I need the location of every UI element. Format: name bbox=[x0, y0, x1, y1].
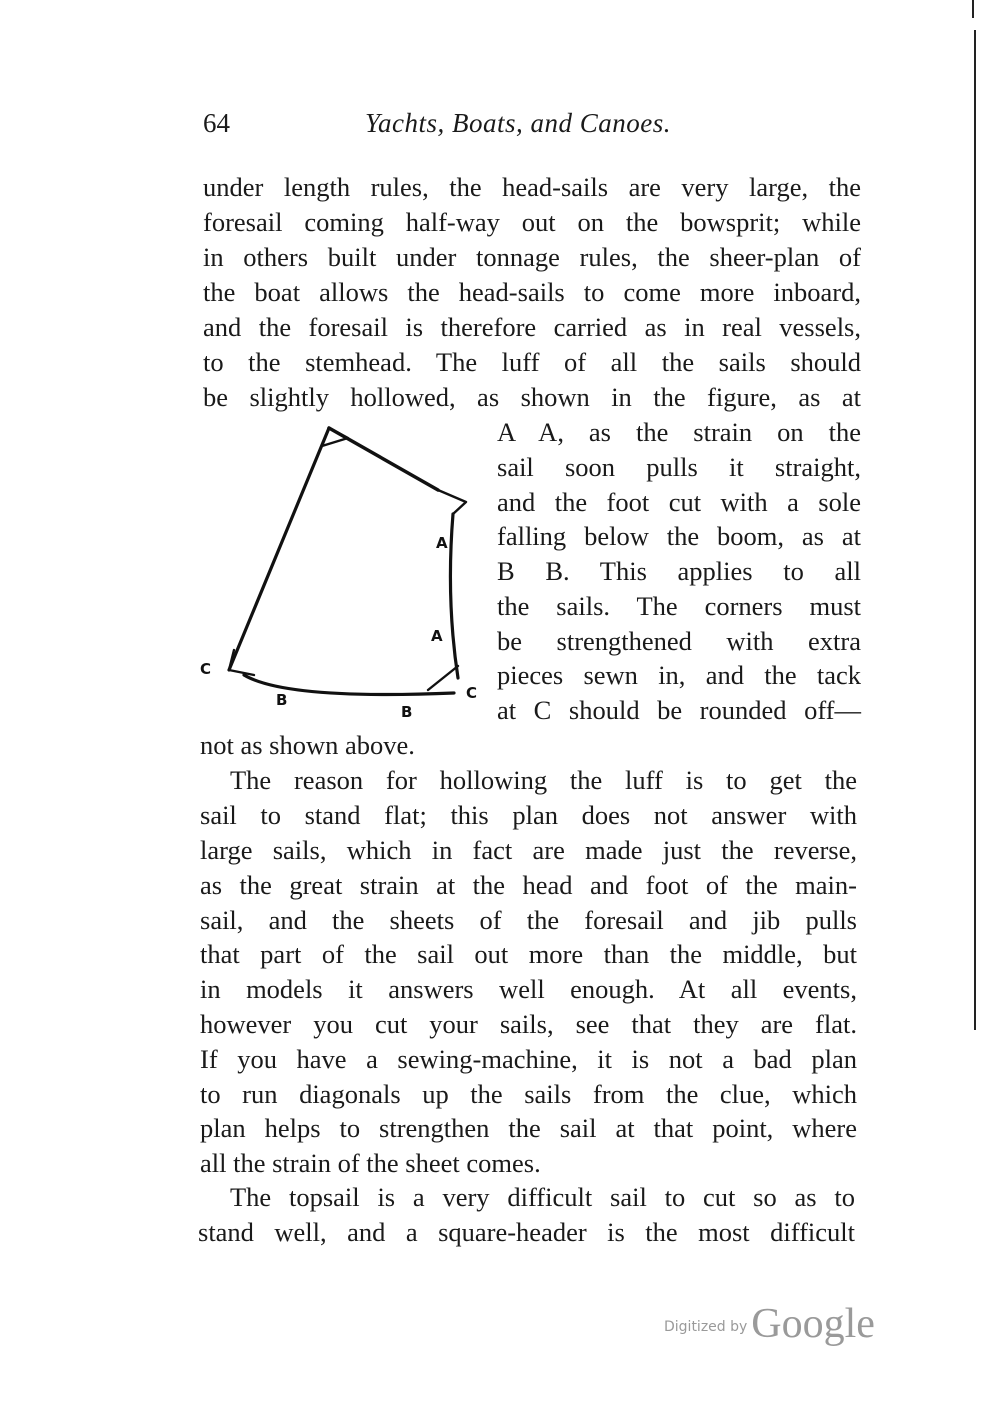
text-line: at C should be rounded off— bbox=[497, 695, 861, 725]
text-line: If you have a sewing-machine, it is not a bad plan bbox=[200, 1044, 857, 1074]
running-title: Yachts, Boats, and Canoes. bbox=[365, 108, 672, 138]
text-line: to the stemhead. The luff of all the sails should bbox=[203, 347, 861, 377]
text-line: the sails. The corners must bbox=[497, 591, 861, 621]
text-line: plan helps to strengthen the sail at that point, where bbox=[200, 1113, 857, 1143]
text-line: sail soon pulls it straight, bbox=[497, 452, 861, 482]
scan-edge-tick bbox=[972, 0, 974, 18]
text-line: and the foresail is therefore carried as in real vessels, bbox=[203, 312, 861, 342]
page-header bbox=[203, 108, 863, 148]
text-line: A A, as the strain on the bbox=[497, 417, 861, 447]
text-line: all the strain of the sheet comes. bbox=[200, 1148, 541, 1178]
sail-luff-line bbox=[450, 514, 458, 678]
peak-corner-piece bbox=[438, 490, 466, 514]
label-c-right: C bbox=[466, 684, 478, 702]
text-line: in models it answers well enough. At all events, bbox=[200, 974, 857, 1004]
text-line: foresail coming half-way out on the bowsprit; while bbox=[203, 207, 861, 237]
label-a-upper: A bbox=[436, 534, 448, 552]
tack-corner-piece bbox=[428, 666, 458, 690]
text-line: not as shown above. bbox=[200, 730, 415, 760]
scan-edge-line bbox=[974, 30, 976, 1030]
text-line: sail, and the sheets of the foresail and jib pulls bbox=[200, 905, 857, 935]
text-line: stand well, and a square-header is the most difficult bbox=[198, 1217, 855, 1247]
text-line: large sails, which in fact are made just the reverse, bbox=[200, 835, 857, 865]
text-line: be slightly hollowed, as shown in the figure, as at bbox=[203, 382, 861, 412]
text-line: and the foot cut with a sole bbox=[497, 487, 861, 517]
sail-leech-line bbox=[229, 428, 329, 670]
label-b-right: B bbox=[401, 703, 413, 721]
text-line: sail to stand flat; this plan does not answer with bbox=[200, 800, 857, 830]
text-line: falling below the boom, as at bbox=[497, 521, 861, 551]
text-line: The topsail is a very difficult sail to cut so as to bbox=[230, 1182, 855, 1212]
text-line: pieces sewn in, and the tack bbox=[497, 660, 861, 690]
head-corner-piece bbox=[322, 428, 348, 446]
sail-figure bbox=[196, 420, 488, 726]
text-line: under length rules, the head-sails are very large, the bbox=[203, 172, 861, 202]
digitized-watermark bbox=[664, 1300, 875, 1348]
label-b-left: B bbox=[276, 691, 288, 709]
text-line: however you cut your sails, see that they are flat. bbox=[200, 1009, 857, 1039]
text-line: The reason for hollowing the luff is to get the bbox=[230, 765, 857, 795]
text-line: in others built under tonnage rules, the sheer-plan of bbox=[203, 242, 861, 272]
text-line: to run diagonals up the sails from the clue, which bbox=[200, 1079, 857, 1109]
label-c-left: C bbox=[200, 660, 212, 678]
text-line: the boat allows the head-sails to come more inboard, bbox=[203, 277, 861, 307]
text-line: that part of the sail out more than the middle, but bbox=[200, 939, 857, 969]
watermark-prefix: Digitized by bbox=[664, 1319, 748, 1335]
google-logo: Google bbox=[751, 1301, 875, 1347]
label-a-lower: A bbox=[431, 627, 443, 645]
text-line: B B. This applies to all bbox=[497, 556, 861, 586]
text-line: be strengthened with extra bbox=[497, 626, 861, 656]
text-line: as the great strain at the head and foot of the main- bbox=[200, 870, 857, 900]
page-number: 64 bbox=[203, 108, 230, 138]
